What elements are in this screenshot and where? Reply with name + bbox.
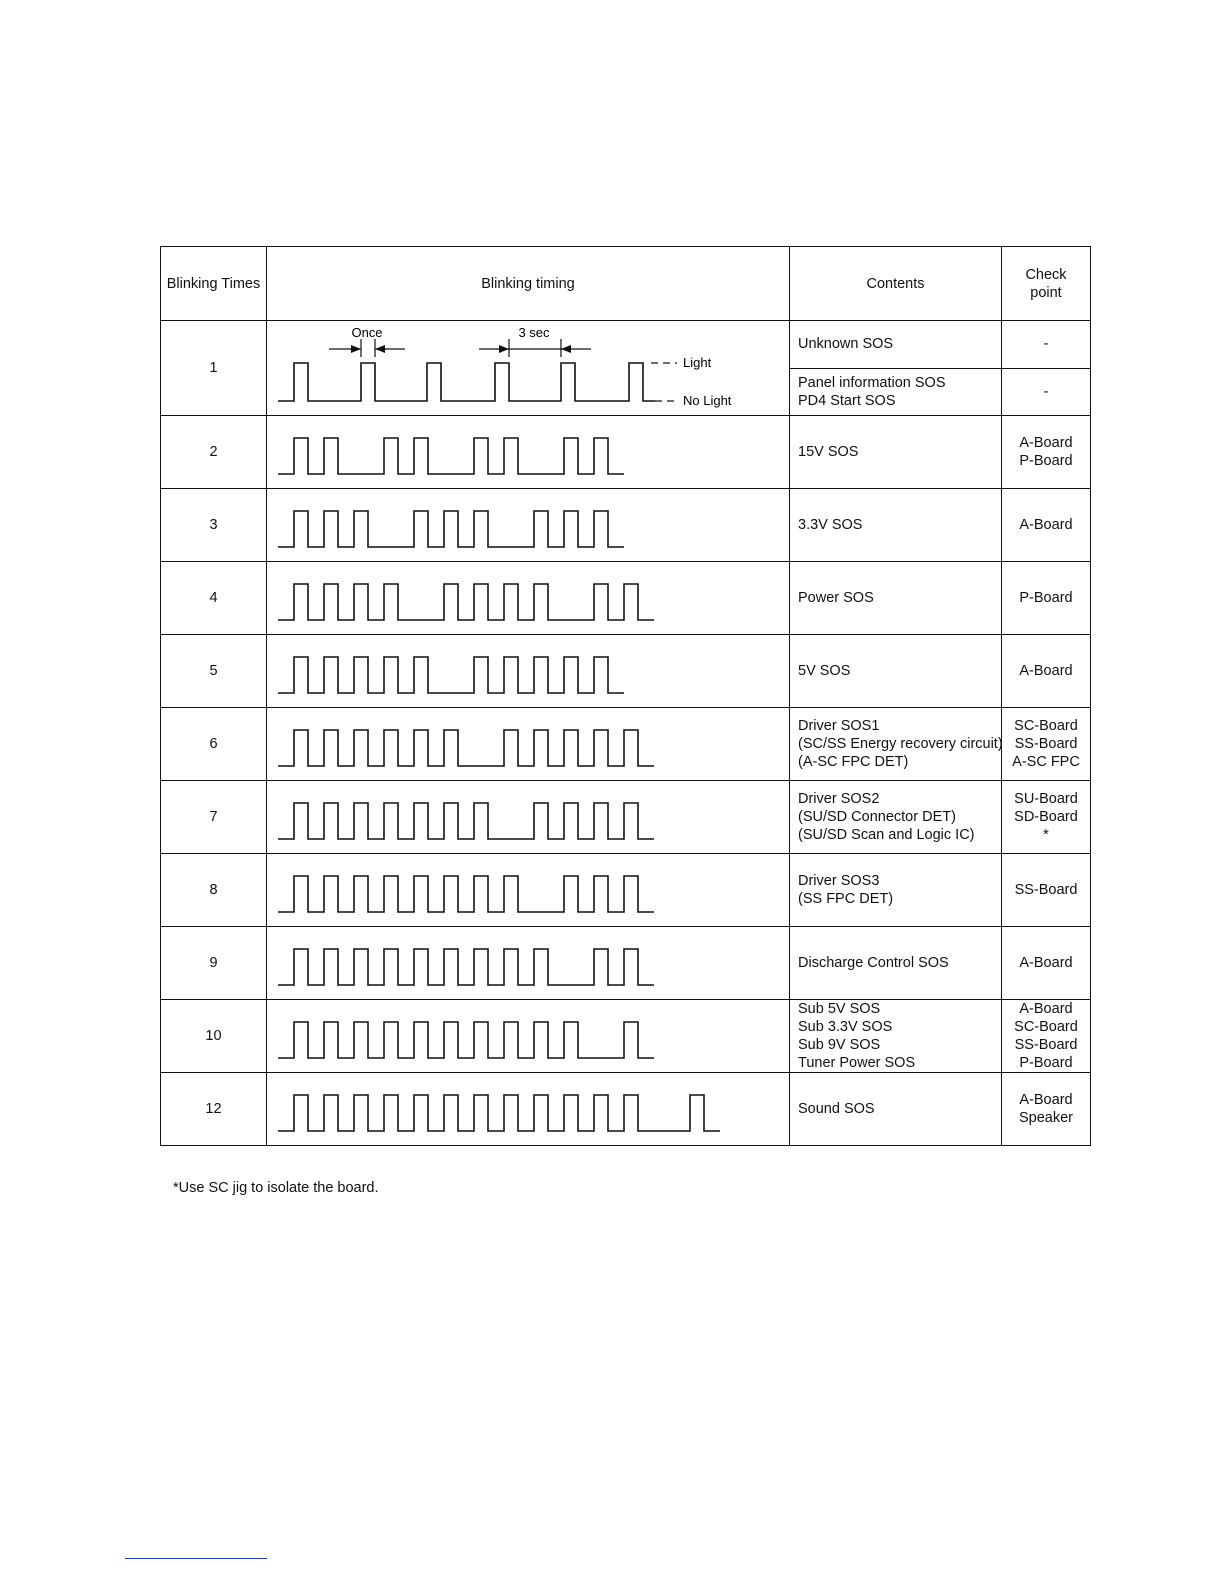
sos-blinking-table: [160, 246, 1091, 1146]
waveform-line: [278, 584, 654, 620]
waveform-diagram: [267, 854, 789, 926]
cell-line: Driver SOS3: [798, 873, 880, 889]
contents-cell: [790, 416, 1002, 489]
cell-line: (SC/SS Energy recovery circuit): [798, 736, 1003, 752]
blinking-times-cell: 3: [161, 489, 267, 562]
cell-line: SS-Board: [1014, 1037, 1078, 1053]
contents-cell: [790, 1000, 1002, 1073]
waveform-line: [278, 876, 654, 912]
check-point-cell: [1002, 489, 1091, 562]
blinking-times-cell: 12: [161, 1073, 267, 1146]
check-point-cell: [1002, 927, 1091, 1000]
cell-line: SC-Board: [1014, 1019, 1078, 1035]
check-point-cell: [1002, 781, 1091, 854]
once-arrowhead-left: [351, 345, 361, 353]
cell-line: Sound SOS: [798, 1101, 875, 1117]
cell-line: Unknown SOS: [798, 336, 894, 353]
check-point-cell: [1002, 562, 1091, 635]
blinking-times-cell: 10: [161, 1000, 267, 1073]
cell-line: (A-SC FPC DET): [798, 754, 909, 770]
waveform-diagram: [267, 708, 789, 780]
table-row: [161, 416, 1091, 489]
cell-line: A-Board: [1019, 435, 1073, 451]
blinking-timing-cell: [267, 927, 790, 1000]
waveform-line: [278, 949, 654, 985]
blinking-timing-cell: [267, 781, 790, 854]
waveform-diagram: [267, 416, 789, 488]
header-blinking-timing: Blinking timing: [267, 247, 790, 321]
waveform-line: [278, 363, 655, 401]
cell-line: -: [1043, 336, 1049, 353]
cell-line: *: [1043, 827, 1049, 843]
cell-line: Panel information SOS: [798, 374, 946, 391]
cell-line: Discharge Control SOS: [798, 955, 949, 971]
cell-line: P-Board: [1019, 590, 1073, 606]
three-sec-arrowhead-right: [561, 345, 571, 353]
contents-cell: [790, 635, 1002, 708]
header-check-line2: point: [1030, 284, 1062, 301]
waveform-line: [278, 1095, 720, 1131]
waveform-diagram: [267, 489, 789, 561]
cell-line: A-Board: [1019, 955, 1073, 971]
blinking-times-cell: 7: [161, 781, 267, 854]
blinking-times-cell: 9: [161, 927, 267, 1000]
table-row: [161, 1000, 1091, 1073]
cell-line: Tuner Power SOS: [798, 1055, 916, 1071]
blinking-times-cell: 4: [161, 562, 267, 635]
waveform-diagram: [267, 927, 789, 999]
cell-line: A-Board: [1019, 1092, 1073, 1108]
blinking-timing-cell: [267, 635, 790, 708]
cell-line: A-Board: [1019, 517, 1073, 533]
header-row: [161, 247, 1091, 321]
blinking-timing-cell: [267, 1073, 790, 1146]
header-check-line1: Check: [1025, 266, 1067, 283]
table-row: [161, 635, 1091, 708]
cell-line: Power SOS: [798, 590, 874, 606]
cell-line: A-Board: [1019, 1001, 1073, 1017]
check-point-cell: [1002, 708, 1091, 781]
cell-line: (SS FPC DET): [798, 891, 894, 907]
header-contents: Contents: [790, 247, 1002, 321]
sos-table-body: [161, 247, 1091, 1146]
table-row: [161, 708, 1091, 781]
header-blinking-times: Blinking Times: [161, 247, 267, 321]
waveform-line: [278, 657, 624, 693]
blinking-times-cell: 6: [161, 708, 267, 781]
blinking-times-cell: 2: [161, 416, 267, 489]
contents-cell: [790, 489, 1002, 562]
cell-line: SD-Board: [1014, 809, 1078, 825]
waveform-diagram: [267, 635, 789, 707]
table-row: [161, 562, 1091, 635]
blinking-timing-cell: [267, 562, 790, 635]
blinking-timing-cell: [267, 416, 790, 489]
three-sec-label: 3 sec: [518, 325, 550, 340]
table-row: [161, 1073, 1091, 1146]
blinking-timing-cell: [267, 321, 790, 416]
waveform-line: [278, 1022, 654, 1058]
blinking-times-cell: 8: [161, 854, 267, 927]
no-light-label: No Light: [683, 393, 732, 408]
cell-line: Sub 9V SOS: [798, 1037, 881, 1053]
contents-cell: [790, 321, 1002, 369]
table-row: [161, 854, 1091, 927]
check-point-cell: [1002, 1073, 1091, 1146]
waveform-diagram: [267, 321, 789, 415]
cell-line: -: [1043, 383, 1049, 400]
blinking-timing-cell: [267, 1000, 790, 1073]
light-label: Light: [683, 355, 712, 370]
cell-line: A-SC FPC: [1012, 754, 1080, 770]
table-row-1a: [161, 321, 1091, 369]
cell-line: P-Board: [1019, 1055, 1073, 1071]
cell-line: SU-Board: [1014, 791, 1078, 807]
waveform-line: [278, 438, 624, 474]
footnote: *Use SC jig to isolate the board.: [173, 1180, 379, 1196]
blinking-timing-cell: [267, 489, 790, 562]
cell-line: Sub 5V SOS: [798, 1001, 881, 1017]
footer-rule: [125, 1558, 267, 1559]
blinking-timing-cell: [267, 854, 790, 927]
blinking-times-cell: 5: [161, 635, 267, 708]
waveform-diagram: [267, 1000, 789, 1072]
contents-cell: [790, 854, 1002, 927]
once-arrowhead-right: [375, 345, 385, 353]
cell-line: Driver SOS2: [798, 791, 880, 807]
contents-cell: [790, 781, 1002, 854]
once-label: Once: [351, 325, 383, 340]
table-row: [161, 489, 1091, 562]
contents-cell: [790, 927, 1002, 1000]
cell-line: 3.3V SOS: [798, 517, 863, 533]
blinking-times-cell: 1: [161, 321, 267, 416]
cell-line: (SU/SD Scan and Logic IC): [798, 827, 975, 843]
cell-line: Driver SOS1: [798, 718, 880, 734]
contents-cell: [790, 368, 1002, 416]
waveform-line: [278, 511, 624, 547]
table-row: [161, 927, 1091, 1000]
blinking-timing-cell: [267, 708, 790, 781]
waveform-diagram: [267, 781, 789, 853]
cell-line: SS-Board: [1014, 736, 1078, 752]
contents-cell: [790, 708, 1002, 781]
cell-line: PD4 Start SOS: [798, 392, 896, 409]
waveform-line: [278, 803, 654, 839]
table-row: [161, 781, 1091, 854]
cell-line: Speaker: [1018, 1110, 1073, 1126]
cell-line: 15V SOS: [798, 444, 859, 460]
cell-line: (SU/SD Connector DET): [798, 809, 956, 825]
waveform-diagram: [267, 1073, 789, 1145]
three-sec-arrowhead-left: [499, 345, 509, 353]
check-point-cell: [1002, 635, 1091, 708]
cell-line: SS-Board: [1014, 882, 1078, 898]
cell-line: Sub 3.3V SOS: [798, 1019, 893, 1035]
check-point-cell: [1002, 321, 1091, 369]
check-point-cell: [1002, 416, 1091, 489]
contents-cell: [790, 562, 1002, 635]
cell-line: P-Board: [1019, 453, 1073, 469]
check-point-cell: [1002, 368, 1091, 416]
check-point-cell: [1002, 854, 1091, 927]
waveform-diagram: [267, 562, 789, 634]
check-point-cell: [1002, 1000, 1091, 1073]
waveform-line: [278, 730, 654, 766]
cell-line: 5V SOS: [798, 663, 851, 679]
contents-cell: [790, 1073, 1002, 1146]
header-check-point: [1002, 247, 1091, 321]
cell-line: A-Board: [1019, 663, 1073, 679]
cell-line: SC-Board: [1014, 718, 1078, 734]
